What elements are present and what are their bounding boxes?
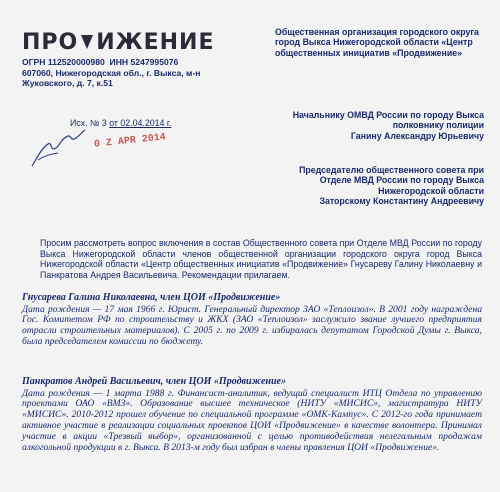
candidate-1 [22,293,482,348]
candidate-1-title: Гнусарева Галина Николаевна, член ЦОИ «Продвижение» [22,292,281,303]
logo-v-mark-icon [79,34,95,50]
candidate-1-text: Дата рождения — 17 мая 1966 г. Юрист. Генеральный директор ЗАО «Теплоизол». В 2001 году награждена Гос. Комитетом РФ по строительству и ЖКХ (ЗАО «Теплоизол» заслужило звание лучшего предприятия отрасли строительных материалов). С 2005 г. по 2009 г. избиралась депутатом Городской Думы г. Выкса, была председателем комиссии по бюджету. [22,303,482,347]
organization-name: Общественная организация городского округа город Выкса Нижегородской области «Центр общественных инициатив «Продвижение» [275,27,479,58]
address-line-1: 607060, Нижегородская обл., г. Выкса, м-н [22,67,201,78]
ogrn-number: ОГРН 112520000980 [22,57,105,67]
received-date-stamp: 0 Z APR 2014 [93,132,167,151]
recipient-block-2: Председателю общественного совета при Отделе МВД России по городу Выкса Нижегородской области Заторскому Константину Андреевичу [299,165,484,206]
recipient-block-1: Начальнику ОМВД России по городу Выкса полковнику полиции Ганину Александру Юрьевичу [292,110,484,141]
reference-number: Исх. № 3 [70,118,107,128]
request-paragraph: Просим рассмотреть вопрос включения в состав Общественного совета при Отделе МВД России по городу Выкса Нижегородской области членов общественной организации городского округа город Выкса Нижегородской области «Центр общественных инициатив «Продвижение» Гнусареву Галину Николаевну и Панкратова Андрея Васильевича. Рекомендации прилагаем. [40,238,482,280]
address-line-2: Жуковского, д. 7, к.51 [22,78,113,88]
candidate-2-text: Дата рождения — 1 марта 1988 г. Финансист-аналитик, ведущий специалист ИТЦ Отдела по управлению проектами ОАО «ВМЗ». Образование высшее техническое (НИТУ «МИСИС», магистратура НИТУ «МИСИС». 2010-2012 прошел обучение по специальной программе «ОМК-Кампус». С 2012-го года принимает активное участие в реализации социальных проектов ЦОИ «Продвижение» в качестве волонтера. Принимал участие в акции «Трезвый выбор», организованной с целью противодействия нелегальным продажам алкогольной продукции в г. Выкса. В 2013-м году был избран в члены правления ЦОИ «Продвижение». [22,387,482,453]
candidate-2 [22,377,482,453]
candidate-2-title: Панкратов Андрей Васильевич, член ЦОИ «Продвижение» [22,376,286,387]
inn-number: ИНН 5247995076 [109,57,179,67]
organization-logo: ПРО ИЖЕНИЕ [22,30,215,55]
reference-date: от 02.04.2014 г. [109,118,172,128]
organization-details [22,57,200,89]
handwritten-signature [28,126,88,170]
